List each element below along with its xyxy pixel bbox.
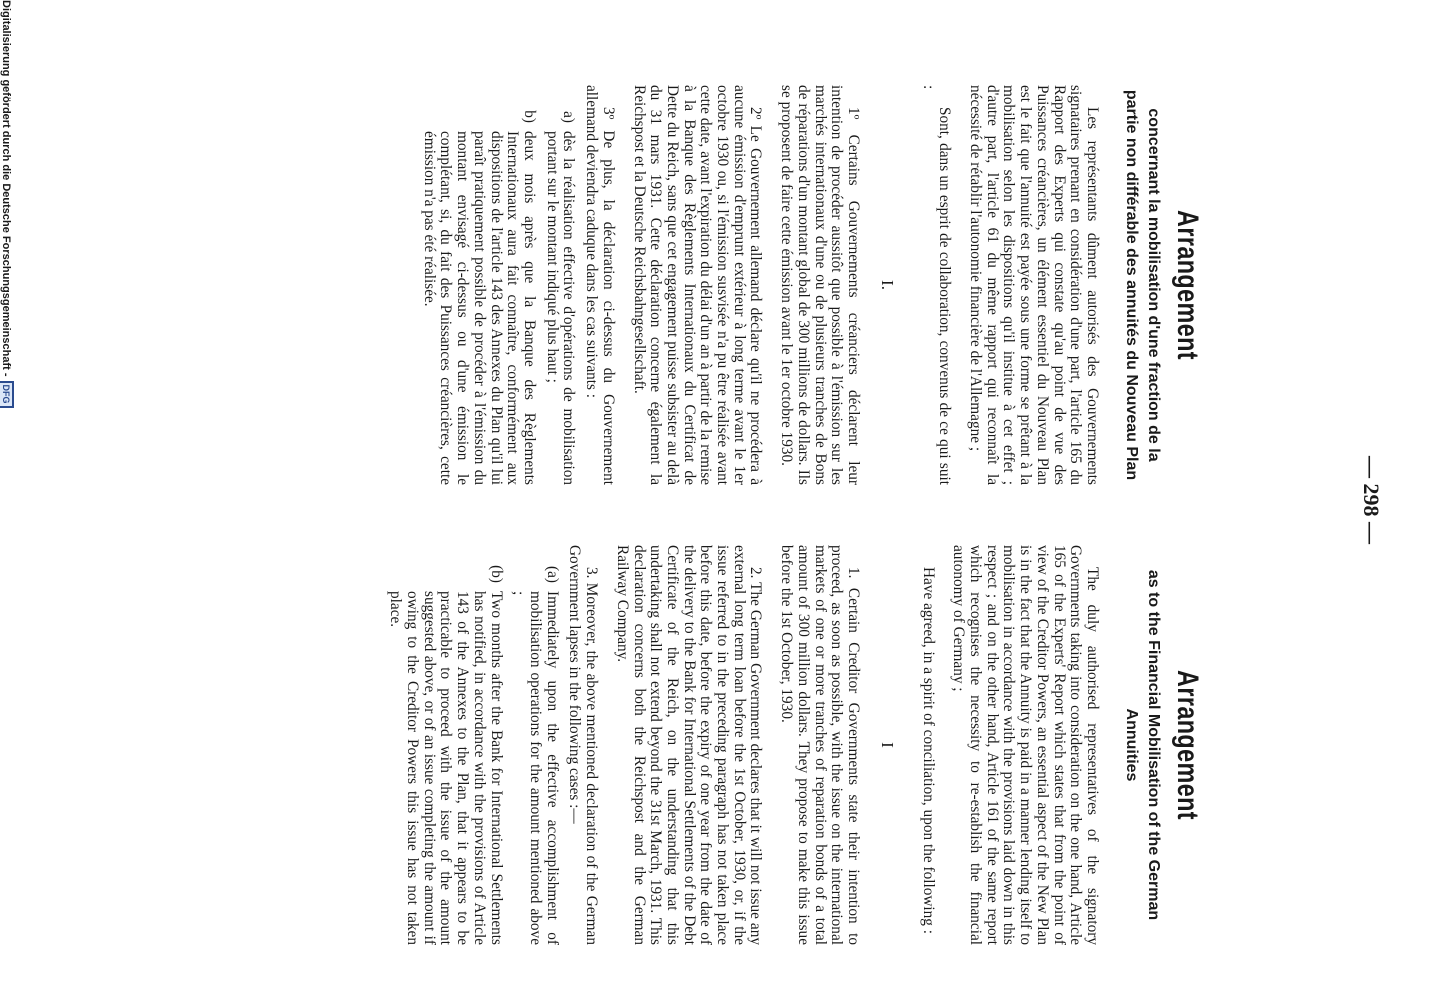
page-number: — 298 — (1359, 456, 1384, 544)
french-item-list (420, 85, 576, 485)
english-item-a-label: (a) (543, 566, 561, 583)
french-paragraph-1: 1º Certains Gouvernements créanciers déclarent leur intention de procéder aussitôt que possible à l'émission sur les marchés internationaux d'une ou de plusieurs tranches de Bons de réparations d'un montant global de 300 millions de dollars. Ils se proposent de faire cette émission avant le 1er octobre 1930. (778, 85, 862, 485)
credit-text: Digitalisierung gefördert durch die Deutsche Forschungsgemeinschaft - (0, 0, 12, 377)
french-preamble: Les représentants dûment autorisés des Gouvernements signataires prenant en considération d'une part, l'article 165 du Rapport des Experts qui constate qu'au point de vue des Puissances créancières, un élément essentiel du Nouveau Plan est le fait que l'annuité est payée sous une forme se prêtant à la mobilisation selon les dispositions qu'il institue à cet effet ; d'autre part, l'article 61 du même rapport qui reconnaît la nécessité de rétablir l'autonomie financière de l'Allemagne ; (967, 85, 1101, 485)
french-item-b (420, 85, 537, 485)
french-item-a-text: dès la réalisation effective d'opérations de mobilisation portant sur le montant indiqué plus haut ; (543, 131, 578, 485)
french-item-a (543, 85, 576, 485)
french-paragraph-2: 2º Le Gouvernement allemand déclare qu'il ne procédera à aucune émission d'emprunt extérieur à long terme avant le 1er octobre 1930 ou, si l'émission susvisée n'a pu être réalisée avant cette date, avant l'expiration du délai d'un an à partir de la remise à la Banque des Règlements Internationaux du Certificat de Dette du Reich, sans que cet engagement puisse subsister au delà du 31 mars 1931. Cette déclaration concerne également la Reichspost et la Deutsche Reichsbahngesellschaft. (630, 85, 765, 485)
french-column (420, 85, 1204, 485)
english-item-b (387, 545, 504, 945)
dfg-logo: DFG (0, 381, 14, 408)
english-paragraph-1: 1. Certain Creditor Governments state their intention to proceed, as soon as possible, with the issue on the international markets of one or more tranches of reparation bonds of a total amount of 300 million dollars. They propose to make this issue before the 1st October, 1930. (778, 545, 862, 945)
digitization-credit (0, 0, 14, 1000)
french-agreed: Sont, dans un esprit de collaboration, convenus de ce qui suit : (919, 85, 954, 485)
english-preamble: The duly authorised representatives of the signatory Governments taking into consideration on the one hand, Article 165 of the Experts' Report which states that from the point of view of the Creditor Powers, an essential aspect of the New Plan is in the fact that the Annuity is paid in a manner lending itself to mobilisation in accordance with the provisions laid down in this respect ; and on the other hand, Article 161 of the same report which recognises the necessity to re-establish the financial autonomy of Germany ; (950, 545, 1101, 945)
french-title: Arrangement (1171, 210, 1204, 360)
english-item-a-text: Immediately upon the effective accomplishment of mobilisation operations for the amount mentioned above ; (510, 591, 561, 945)
english-subtitle: as to the Financial Mobilisation of the German Annuities (1123, 569, 1162, 921)
french-item-a-label: a) (560, 111, 578, 123)
english-paragraph-3: 3. Moreover, the above mentioned declaration of the German Government lapses in the following cases :— (566, 545, 601, 945)
english-column (387, 545, 1204, 945)
french-section-heading: I. (877, 280, 897, 290)
english-paragraph-2: 2. The German Government declares that it will not issue any external long term loan before the 1st October, 1930, or, if the issue referred to in the preceding paragraph has not taken place before this date, before the expiry of one year from the date of the delivery to the Bank for International Settlements of the Debt Certificate of the Reich, on the understanding that this undertaking shall not extend beyond the 31st March, 1931. This declaration concerns both the Reichspost and the German Railway Company. (613, 545, 765, 945)
english-title: Arrangement (1171, 670, 1204, 820)
english-item-b-text: Two months after the Bank for International Settlements has notified, in accordance with the provisions of Article 143 of the Annexes to the Plan, that it appears to be practicable to proceed with the issue of the amount suggested above, or of an issue completing the amount if owing to the Creditor Powers this issue has not taken place. (387, 591, 505, 945)
french-subtitle: concernant la mobilisation d'une fraction de la partie non différable des annuités du Nouveau Plan (1123, 89, 1162, 481)
french-item-b-label: b) (521, 110, 539, 123)
english-item-a (510, 545, 560, 945)
english-section-heading: I (877, 742, 897, 748)
english-item-list (387, 545, 560, 945)
english-agreed: Have agreed, in a spirit of conciliation, upon the following : (919, 567, 937, 935)
english-item-b-label: (b) (487, 565, 505, 583)
french-paragraph-3: 3º De plus, la déclaration ci-dessus du Gouvernement allemand deviendra caduque dans les cas suivants : (583, 85, 617, 485)
french-item-b-text: deux mois après que la Banque des Règlements Internationaux aura fait connaître, conformément aux dispositions de l'article 143 des Annexes du Plan qu'il lui paraît pratiquement possible de procéder à l'émission du montant envisagé ci-dessus ou d'une émission le complétant, si, du fait des Puissances créancières, cette émission n'a pas été réalisée. (420, 131, 539, 485)
